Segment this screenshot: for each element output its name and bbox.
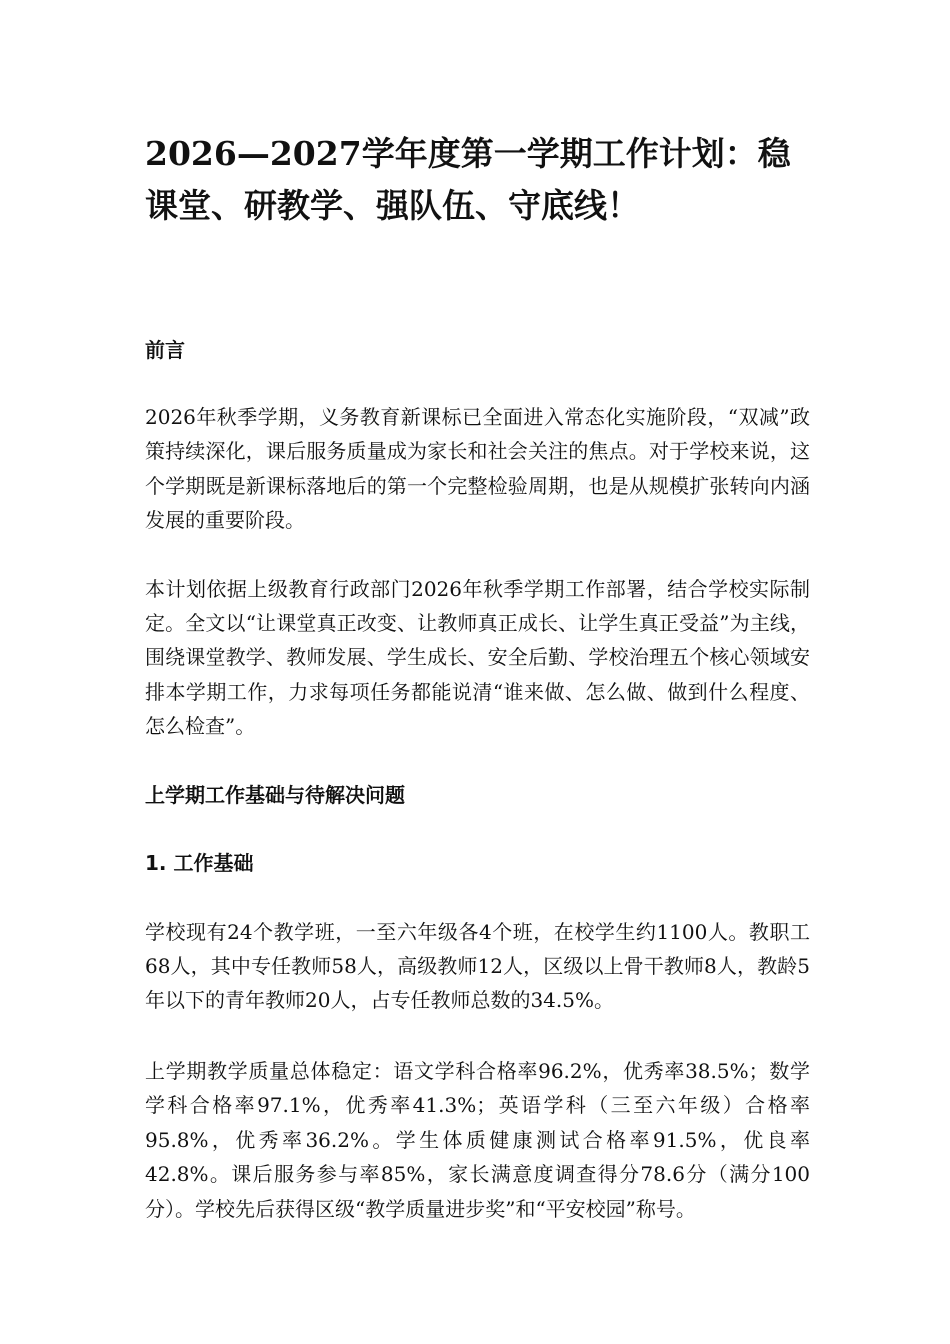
section-heading-previous-term: 上学期工作基础与待解决问题 bbox=[145, 782, 405, 807]
basis-paragraph-2: 上学期教学质量总体稳定：语文学科合格率96.2%，优秀率38.5%；数学学科合格率97.1%，优秀率41.3%；英语学科（三至六年级）合格率95.8%，优秀率36.2%。学生体质健康测试合格率91.5%，优良率42.8%。课后服务参与率85%，家长满意度调查得分78.6分（满分100分）。学校先后获得区级“教学质量进步奖”和“平安校园”称号。 bbox=[145, 1058, 810, 1221]
preface-paragraph-1: 2026年秋季学期，义务教育新课标已全面进入常态化实施阶段，“双减”政策持续深化，课后服务质量成为家长和社会关注的焦点。对于学校来说，这个学期既是新课标落地后的第一个完整检验周期，也是从规模扩张转向内涵发展的重要阶段。 bbox=[145, 405, 810, 533]
subheading-work-basis: 1. 工作基础 bbox=[145, 850, 254, 875]
document-title: 2026—2027学年度第一学期工作计划：稳课堂、研教学、强队伍、守底线！ bbox=[145, 134, 791, 225]
preface-paragraph-2: 本计划依据上级教育行政部门2026年秋季学期工作部署，结合学校实际制定。全文以“让课堂真正改变、让教师真正成长、让学生真正受益”为主线，围绕课堂教学、教师发展、学生成长、安全后勤、学校治理五个核心领域安排本学期工作，力求每项任务都能说清“谁来做、怎么做、做到什么程度、怎么检查”。 bbox=[145, 576, 810, 739]
basis-paragraph-1: 学校现有24个教学班，一至六年级各4个班，在校学生约1100人。教职工68人，其中专任教师58人，高级教师12人，区级以上骨干教师8人，教龄5年以下的青年教师20人，占专任教师总数的34.5%。 bbox=[145, 919, 810, 1013]
document-body bbox=[145, 128, 810, 1226]
section-heading-preface: 前言 bbox=[145, 338, 185, 362]
